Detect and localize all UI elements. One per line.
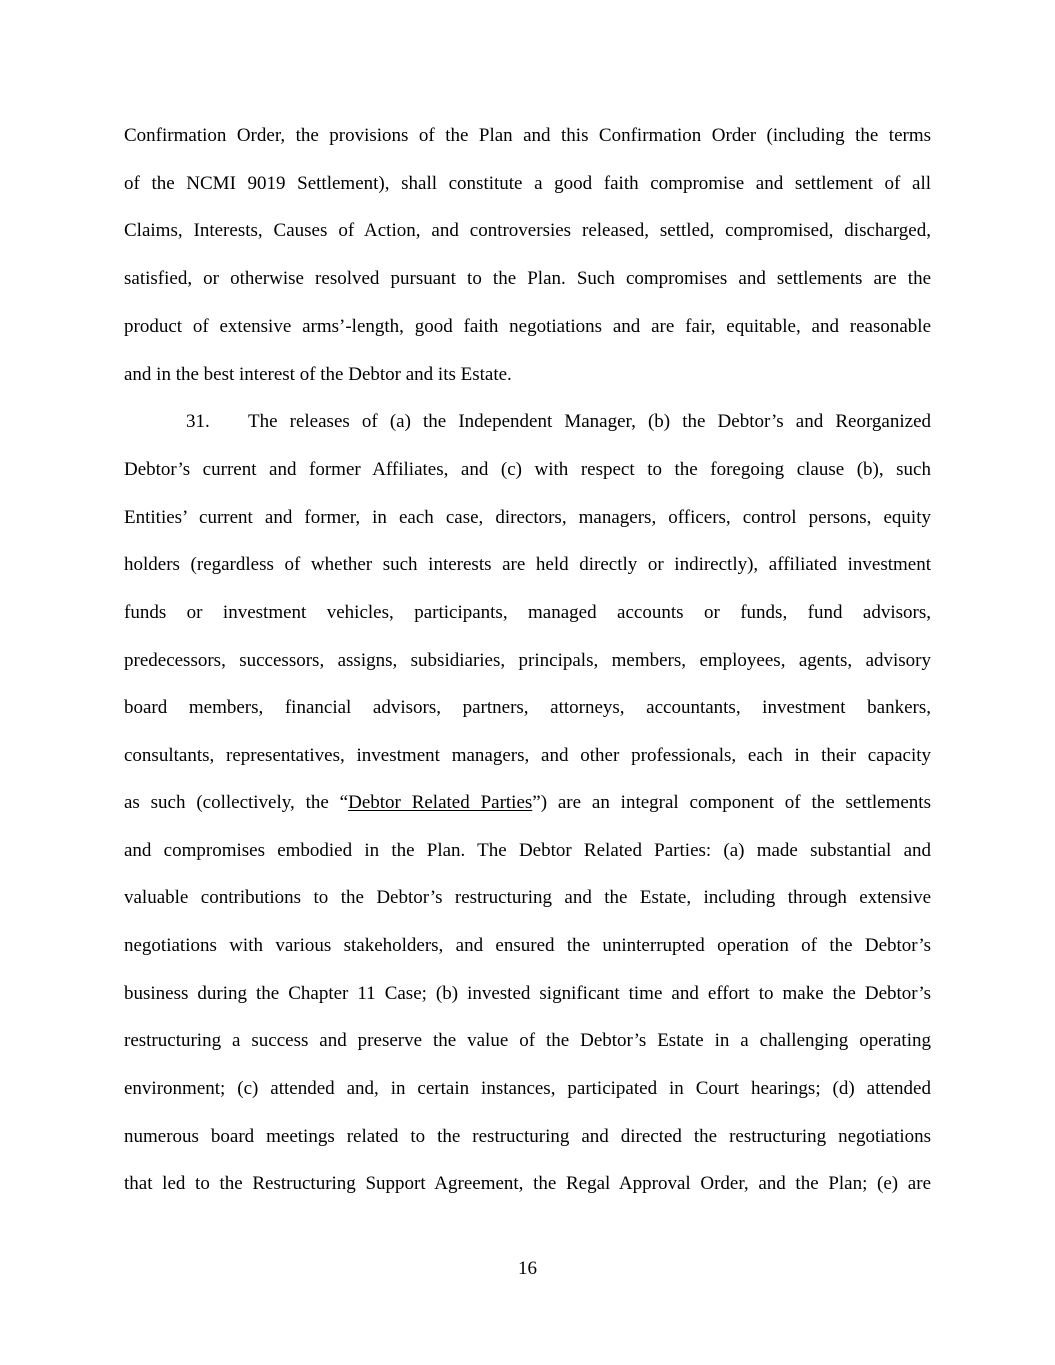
paragraph-text: The releases of (a) the Independent Manager, (b) the Debtor’s and Reorganized	[248, 411, 931, 432]
body-text-line: predecessors, successors, assigns, subsidiaries, principals, members, employees, agents, advisory	[124, 650, 931, 671]
body-text-line: negotiations with various stakeholders, and ensured the uninterrupted operation of the Debtor’s	[124, 935, 931, 956]
body-text-line: numerous board meetings related to the restructuring and directed the restructuring negotiations	[124, 1126, 931, 1147]
body-text-line: of the NCMI 9019 Settlement), shall constitute a good faith compromise and settlement of all	[124, 173, 931, 194]
body-text-line: that led to the Restructuring Support Agreement, the Regal Approval Order, and the Plan; (e) are	[124, 1173, 931, 1194]
body-text-line: Debtor’s current and former Affiliates, and (c) with respect to the foregoing clause (b), such	[124, 459, 931, 480]
body-text-line: product of extensive arms’-length, good faith negotiations and are fair, equitable, and reasonable	[124, 316, 931, 337]
body-text-line: business during the Chapter 11 Case; (b) invested significant time and effort to make the Debtor’s	[124, 983, 931, 1004]
body-text-line: satisfied, or otherwise resolved pursuant to the Plan. Such compromises and settlements are the	[124, 268, 931, 289]
page-number: 16	[518, 1258, 537, 1279]
body-text-line: Entities’ current and former, in each case, directors, managers, officers, control persons, equity	[124, 507, 931, 528]
body-text-line: funds or investment vehicles, participants, managed accounts or funds, fund advisors,	[124, 602, 931, 623]
body-text-line: and compromises embodied in the Plan. The Debtor Related Parties: (a) made substantial and	[124, 840, 931, 861]
paragraph-number: 31.	[186, 411, 210, 432]
body-text-line: and in the best interest of the Debtor and its Estate.	[124, 364, 512, 385]
text-segment: as such (collectively, the “	[124, 792, 349, 813]
body-text-line: consultants, representatives, investment managers, and other professionals, each in their capacity	[124, 745, 931, 766]
body-text-line: restructuring a success and preserve the value of the Debtor’s Estate in a challenging operating	[124, 1030, 931, 1051]
defined-term: Debtor Related Parties	[348, 792, 533, 813]
paragraph-31-first-line	[124, 409, 931, 435]
body-text-line: valuable contributions to the Debtor’s restructuring and the Estate, including through extensive	[124, 887, 931, 908]
body-text-line: Claims, Interests, Causes of Action, and controversies released, settled, compromised, discharged,	[124, 220, 931, 241]
body-text-line: holders (regardless of whether such interests are held directly or indirectly), affiliated investment	[124, 554, 931, 575]
body-text-line: Confirmation Order, the provisions of the Plan and this Confirmation Order (including the terms	[124, 125, 931, 146]
defined-term-line	[124, 790, 931, 816]
body-text-line: board members, financial advisors, partners, attorneys, accountants, investment bankers,	[124, 697, 931, 718]
body-text-line: environment; (c) attended and, in certain instances, participated in Court hearings; (d) attended	[124, 1078, 931, 1099]
text-segment: ”) are an integral component of the settlements	[532, 792, 931, 813]
